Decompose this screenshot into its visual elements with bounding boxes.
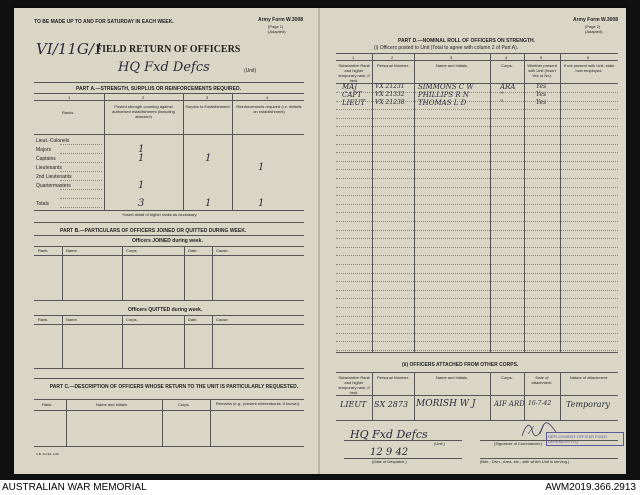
despatch-date-label: (Date of Despatch.) — [372, 459, 407, 464]
footer-accession: AWM2019.366.2913 — [545, 482, 636, 493]
column-line — [212, 246, 213, 300]
rank-label: Totals — [36, 201, 50, 207]
unit-handwritten-2: HQ Fxd Defcs — [350, 428, 428, 441]
roll-number: VX 21332 — [375, 91, 405, 98]
part-d-head: Corps. — [501, 63, 513, 68]
roll-corps: " — [500, 91, 504, 99]
attached-title: (ii) OFFICERS ATTACHED FROM OTHER CORPS. — [402, 362, 519, 368]
attached-head: Corps. — [501, 375, 513, 380]
official-stamp: DEPLOYMENT OFFICER FIXED DEFENCES H.Q. — [546, 432, 624, 446]
rank-label: Captains — [36, 156, 56, 162]
head-ranks: Ranks — [62, 110, 74, 115]
roll-name: PHILLIPS R N — [418, 91, 469, 99]
top-note: TO BE MADE UP TO AND FOR SATURDAY IN EACH WEEK. — [34, 19, 174, 25]
rank-dots — [60, 162, 102, 163]
attached-head: Substantive Rank and higher temporary rank, if held. — [338, 375, 370, 395]
part-b-head: Date. — [188, 248, 198, 253]
part-a-col-3: 3 — [206, 95, 209, 100]
posted-value: 1 — [138, 144, 145, 155]
part-b-head: Corps. — [126, 317, 138, 322]
att-number: SX 2873 — [374, 400, 409, 409]
part-d-col-number: 1 — [352, 55, 355, 60]
rank-dots — [60, 189, 102, 190]
roll-line — [336, 161, 618, 162]
head-posted: Posted strength counting against authorised establishment (including attached) — [112, 104, 175, 119]
part-a-col-1: 1 — [68, 95, 71, 100]
roll-line — [336, 126, 618, 127]
part-d-col-number: 2 — [391, 55, 394, 60]
att-rank: LIEUT — [340, 400, 367, 409]
roll-line — [336, 152, 618, 153]
att-corps: AIF ARD — [494, 400, 525, 408]
roll-line — [336, 144, 618, 145]
roll-present: Yes — [536, 83, 547, 90]
roll-line — [336, 316, 618, 317]
part-b-head: Date. — [188, 317, 198, 322]
reinforcement-value: 1 — [258, 198, 265, 209]
roll-name: SIMMONS C W — [418, 83, 474, 91]
attached-head: Date of attachment. — [531, 375, 553, 385]
adapted-note: (Adapted) — [268, 29, 286, 34]
att-date: 16-7-42 — [528, 400, 552, 407]
roll-rank: CAPT — [342, 91, 362, 99]
part-c-head-remarks: Remarks (e.g., present whereabouts, if known). — [215, 401, 301, 406]
roll-present: Yes — [536, 91, 547, 98]
column-line — [62, 315, 63, 368]
part-b-head: Name. — [66, 248, 78, 253]
rank-dots — [60, 144, 102, 145]
part-b-head: Name. — [66, 317, 78, 322]
roll-line — [336, 255, 618, 256]
part-d-head: Substantive Rank and higher temporary rank, if held. — [338, 63, 370, 83]
roll-line — [336, 178, 618, 179]
roll-line — [336, 341, 618, 342]
roll-number: VX 21238 — [375, 99, 405, 106]
roll-line — [336, 187, 618, 188]
page-number-2: (Page 2) — [585, 24, 601, 29]
column-line — [62, 246, 63, 300]
part-c-head-rank: Rank. — [42, 402, 53, 407]
part-c-title: PART C.—DESCRIPTION OF OFFICERS WHOSE RETURN TO THE UNIT IS PARTICULARLY REQUESTED. — [49, 384, 299, 390]
att-name: MORISH W J — [416, 399, 476, 409]
part-d-head: If not present with Unit, state how employed. — [563, 63, 615, 73]
attached-head: Name and Initials. — [435, 375, 468, 380]
roll-line — [336, 290, 618, 291]
rank-label: Quartermasters — [36, 183, 71, 189]
roll-line — [336, 273, 618, 274]
roll-line — [336, 230, 618, 231]
roll-corps: " — [500, 99, 504, 107]
roll-line — [336, 109, 618, 110]
quitted-title: Officers QUITTED during week. — [128, 307, 203, 313]
roll-present: Yes — [536, 99, 547, 106]
rank-dots — [60, 207, 102, 208]
head-reinforcements: Reinforcements required (i.e. deficits on establishment) — [236, 104, 302, 114]
part-d-col-number: 5 — [540, 55, 543, 60]
rank-label: 2nd Lieutenants — [36, 174, 72, 180]
column-line — [122, 315, 123, 368]
attached-head: Personal Number. — [376, 375, 409, 380]
footer-institution: AUSTRALIAN WAR MEMORIAL — [2, 482, 147, 493]
print-code: A.B. 3rd Ed. 1/42 — [36, 452, 59, 456]
head-surplus: Surplus to Establishment. — [185, 104, 231, 109]
attached-head: Nature of attachment. — [569, 375, 609, 380]
rank-label: Majors — [36, 147, 52, 153]
unit-label: (Unit) — [244, 68, 257, 74]
part-a-title: PART A.—STRENGTH, SURPLUS OR REINFORCEMENTS REQUIRED. — [76, 86, 242, 92]
unit-label-2: (Unit.) — [434, 441, 445, 446]
rank-dots — [60, 198, 102, 199]
part-a-col-2: 2 — [142, 95, 145, 100]
roll-line — [336, 221, 618, 222]
roll-line — [336, 281, 618, 282]
rank-dots — [60, 171, 102, 172]
part-c-head-corps: Corps. — [178, 402, 190, 407]
roll-line — [336, 298, 618, 299]
part-a-note: *Insert detail of higher ranks as necessary. — [122, 212, 198, 217]
page-fold — [318, 8, 320, 474]
part-d-col-number: 4 — [505, 55, 508, 60]
roll-line — [336, 264, 618, 265]
posted-value: 3 — [138, 198, 145, 209]
posted-value: 1 — [138, 180, 145, 191]
roll-line — [336, 169, 618, 170]
surplus-value: 1 — [205, 198, 212, 209]
part-d-title: PART D.—NOMINAL ROLL OF OFFICERS ON STRENGTH. — [398, 38, 535, 44]
part-d-head: Personal Number. — [376, 63, 409, 68]
part-b-head: Cause. — [216, 248, 229, 253]
despatch-date: 12 9 42 — [370, 447, 409, 458]
part-b-head: Corps. — [126, 248, 138, 253]
rank-label: Lieutenants — [36, 165, 62, 171]
roll-line — [336, 212, 618, 213]
att-nature: Temporary — [566, 400, 610, 409]
handwritten-reference: VI/11G/1 — [36, 40, 104, 58]
part-b-title: PART B.—PARTICULARS OF OFFICERS JOINED OR QUITTED DURING WEEK. — [60, 228, 247, 234]
roll-number: VX 21231 — [375, 83, 405, 90]
part-d-head: Whether present with Unit (Insert Yes or No). — [527, 63, 557, 78]
roll-line — [336, 324, 618, 325]
rank-dots — [60, 153, 102, 154]
part-d-subtitle: (i) Officers posted to Unit (Total to agree with column 2 of Part A). — [374, 45, 519, 51]
part-c-head-name: Name and Initials. — [96, 402, 129, 407]
roll-line — [336, 118, 618, 119]
rank-label: Lieut.-Colonels — [36, 138, 70, 144]
roll-line — [336, 333, 618, 334]
column-line — [212, 315, 213, 368]
reinforcement-value: 1 — [258, 162, 265, 173]
column-line — [184, 315, 185, 368]
rank-dots — [60, 180, 102, 181]
roll-line — [336, 204, 618, 205]
part-b-head: Rank. — [38, 317, 49, 322]
roll-line — [336, 195, 618, 196]
roll-rank: LIEUT — [342, 99, 366, 107]
roll-line — [336, 238, 618, 239]
area-label: (Bde., Divn., Area, etc., with which Unit is serving.) — [480, 459, 570, 464]
footer-bar — [0, 480, 640, 495]
column-line — [184, 246, 185, 300]
surplus-value: 1 — [205, 153, 212, 164]
form-number-2: Army Form W.3008 — [573, 17, 619, 23]
unit-handwritten: HQ Fxd Defcs — [118, 60, 210, 75]
part-b-head: Cause. — [216, 317, 229, 322]
column-line — [122, 246, 123, 300]
joined-title: Officers JOINED during week. — [132, 238, 203, 244]
posted-value: 1 — [138, 153, 145, 164]
roll-line — [336, 247, 618, 248]
part-d-head: Name and Initials. — [435, 63, 468, 68]
roll-line — [336, 135, 618, 136]
page-number: (Page 1) — [268, 24, 284, 29]
part-b-head: Rank. — [38, 248, 49, 253]
part-d-col-number: 3 — [450, 55, 453, 60]
roll-name: THOMAS L D — [418, 99, 467, 107]
part-d-col-number: 6 — [587, 55, 590, 60]
signature-label: (Signature of Commander.) — [494, 441, 543, 446]
form-number: Army Form W.3008 — [258, 17, 304, 23]
part-a-col-4: 4 — [266, 95, 269, 100]
adapted-note-2: (Adapted) — [585, 29, 603, 34]
roll-line — [336, 350, 618, 351]
roll-rank: MAJ — [342, 83, 358, 91]
roll-line — [336, 307, 618, 308]
form-title: FIELD RETURN OF OFFICERS — [96, 44, 241, 55]
roll-corps: ARA — [500, 83, 516, 91]
